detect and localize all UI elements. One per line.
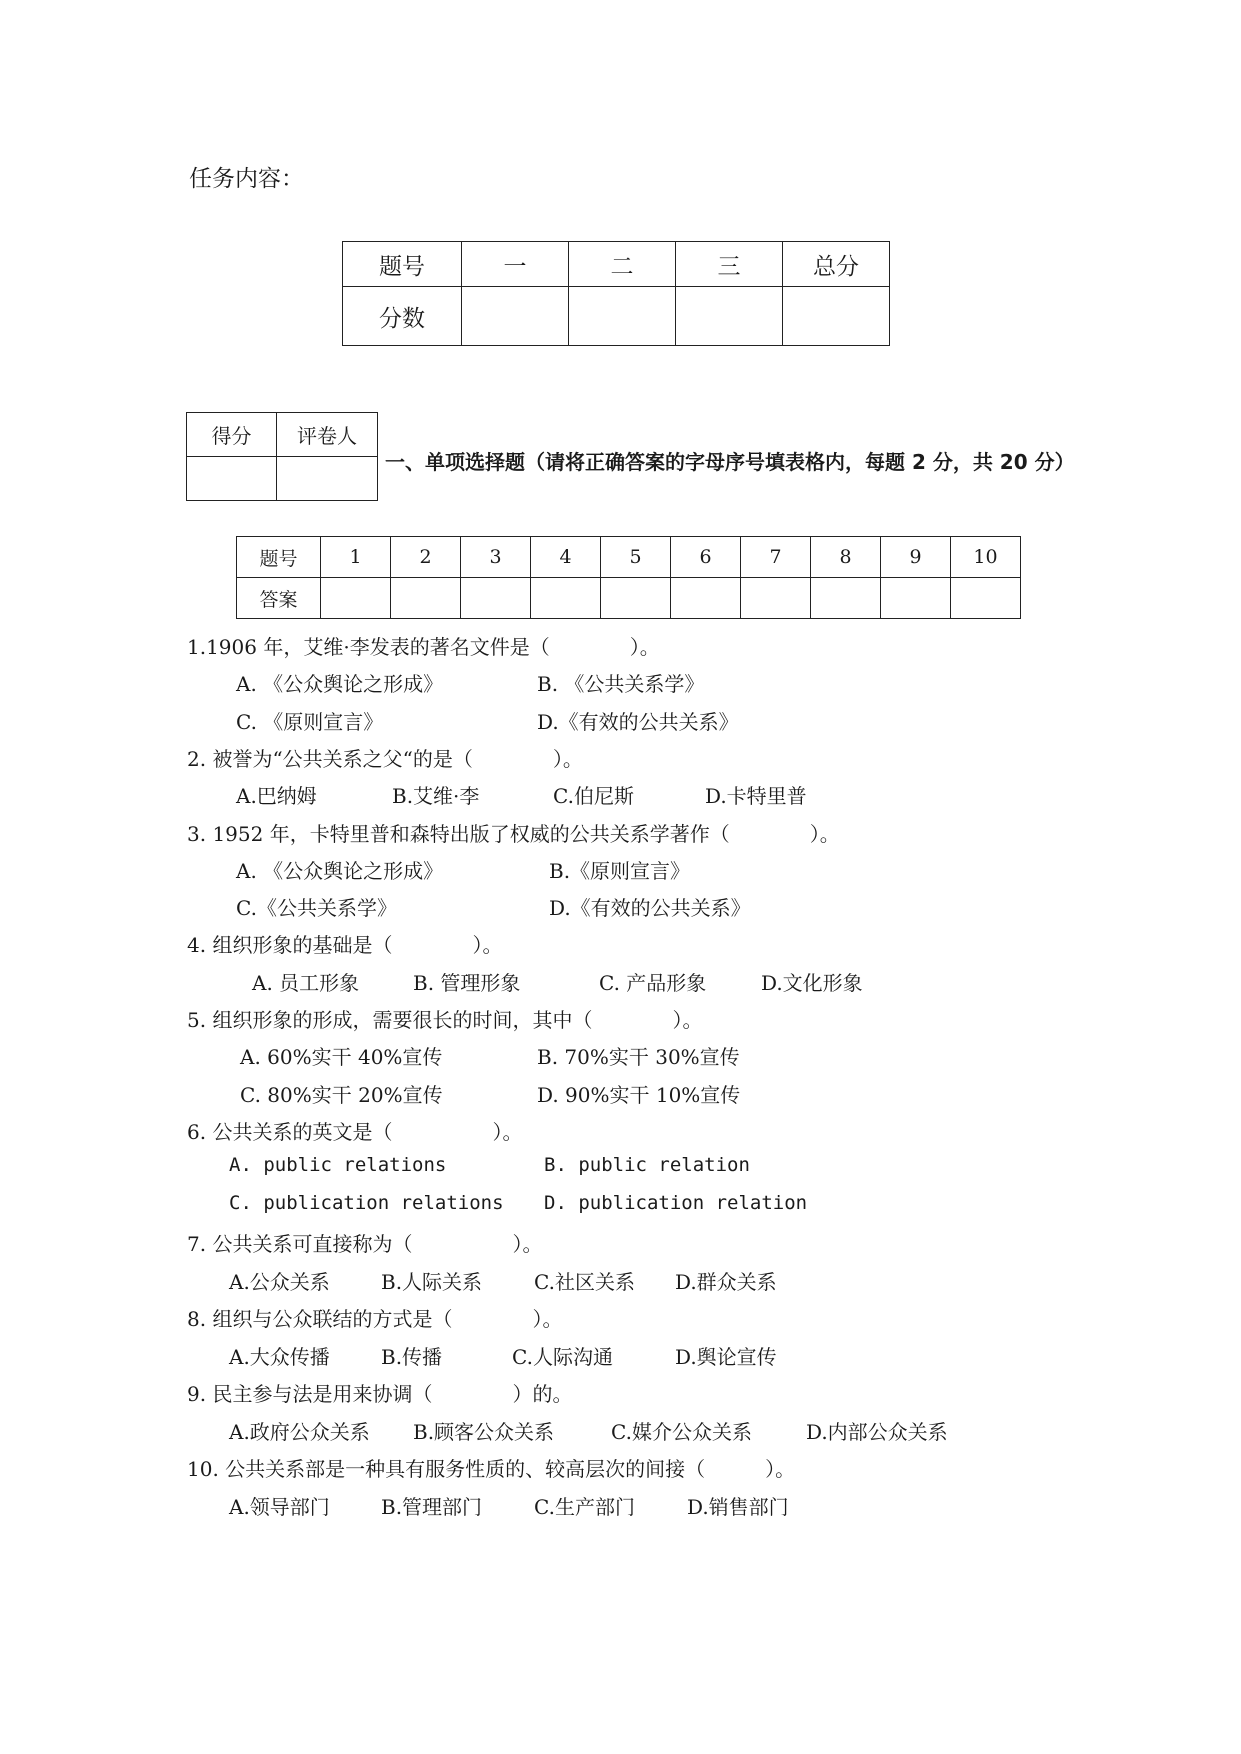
- score-header-part-3: 三: [676, 242, 783, 287]
- question-9-option-b: B.顾客公众关系: [413, 1420, 555, 1444]
- question-2: 2. 被誉为“公共关系之父“的是（ ）。: [187, 747, 583, 771]
- question-5-option-d: D. 90%实干 10%宣传: [537, 1083, 741, 1107]
- question-6-option-d: D. publication relation: [544, 1192, 808, 1214]
- question-7-option-d: D.群众关系: [675, 1270, 777, 1294]
- answer-cell: [531, 578, 601, 619]
- question-5: 5. 组织形象的形成，需要很长的时间，其中（ ）。: [187, 1008, 703, 1032]
- question-6-option-c: C. publication relations: [229, 1192, 504, 1214]
- question-1-option-c: C. 《原则宣言》: [236, 710, 384, 734]
- question-5-option-a: A. 60%实干 40%宣传: [240, 1045, 443, 1069]
- answer-cell: [461, 578, 531, 619]
- question-9: 9. 民主参与法是用来协调（ ）的。: [187, 1382, 573, 1406]
- grader-table: [186, 412, 378, 501]
- question-3-option-a: A. 《公众舆论之形成》: [236, 859, 444, 883]
- grader-score-label: 得分: [187, 413, 277, 457]
- question-1-option-d: D.《有效的公共关系》: [537, 710, 739, 734]
- answer-number: 1: [321, 537, 391, 578]
- score-header-total: 总分: [783, 242, 890, 287]
- question-9-option-a: A.政府公众关系: [229, 1420, 370, 1444]
- question-10-option-a: A.领导部门: [229, 1495, 330, 1519]
- question-8: 8. 组织与公众联结的方式是（ ）。: [187, 1307, 563, 1331]
- grader-name-label: 评卷人: [277, 413, 378, 457]
- question-4-option-c: C. 产品形象: [599, 971, 707, 995]
- question-1-option-b: B. 《公共关系学》: [537, 672, 705, 696]
- question-10-option-b: B.管理部门: [381, 1495, 483, 1519]
- question-8-option-b: B.传播: [381, 1345, 443, 1369]
- score-cell: [783, 287, 890, 346]
- grader-name-cell: [277, 457, 378, 501]
- question-1: 1.1906 年，艾维·李发表的著名文件是（ ）。: [187, 635, 660, 659]
- answer-number: 5: [601, 537, 671, 578]
- question-6: 6. 公共关系的英文是（ ）。: [187, 1120, 523, 1144]
- answer-cell: [951, 578, 1021, 619]
- question-10-option-d: D.销售部门: [687, 1495, 789, 1519]
- question-8-option-c: C.人际沟通: [512, 1345, 613, 1369]
- question-8-option-d: D.舆论宣传: [675, 1345, 777, 1369]
- question-9-option-c: C.媒介公众关系: [611, 1420, 752, 1444]
- question-3: 3. 1952 年，卡特里普和森特出版了权威的公共关系学著作（ ）。: [187, 822, 840, 846]
- answer-number: 8: [811, 537, 881, 578]
- answer-cell: [881, 578, 951, 619]
- score-row-label: 分数: [343, 287, 462, 346]
- question-7-option-c: C.社区关系: [534, 1270, 635, 1294]
- question-3-option-d: D.《有效的公共关系》: [549, 896, 751, 920]
- question-10-option-c: C.生产部门: [534, 1495, 635, 1519]
- answer-cell: [811, 578, 881, 619]
- answer-number: 3: [461, 537, 531, 578]
- question-8-option-a: A.大众传播: [229, 1345, 330, 1369]
- answer-cell: [741, 578, 811, 619]
- answer-number: 2: [391, 537, 461, 578]
- question-4-option-b: B. 管理形象: [413, 971, 521, 995]
- question-3-option-b: B.《原则宣言》: [549, 859, 691, 883]
- answer-number: 7: [741, 537, 811, 578]
- score-cell: [676, 287, 783, 346]
- question-2-option-d: D.卡特里普: [705, 784, 807, 808]
- answer-row-label: 答案: [237, 578, 321, 619]
- question-4-option-d: D.文化形象: [761, 971, 863, 995]
- answer-cell: [321, 578, 391, 619]
- question-7: 7. 公共关系可直接称为（ ）。: [187, 1232, 543, 1256]
- question-7-option-a: A.公众关系: [229, 1270, 330, 1294]
- score-header-label: 题号: [343, 242, 462, 287]
- question-2-option-c: C.伯尼斯: [553, 784, 634, 808]
- answer-number: 4: [531, 537, 601, 578]
- answer-table: [236, 536, 1021, 619]
- answer-number: 6: [671, 537, 741, 578]
- answer-cell: [671, 578, 741, 619]
- score-summary-table: [342, 241, 890, 346]
- question-1-option-a: A. 《公众舆论之形成》: [236, 672, 444, 696]
- question-7-option-b: B.人际关系: [381, 1270, 483, 1294]
- question-5-option-c: C. 80%实干 20%宣传: [240, 1083, 443, 1107]
- grader-score-cell: [187, 457, 277, 501]
- question-9-option-d: D.内部公众关系: [806, 1420, 948, 1444]
- score-cell: [462, 287, 569, 346]
- answer-number: 10: [951, 537, 1021, 578]
- question-2-option-b: B.艾维·李: [392, 784, 480, 808]
- question-2-option-a: A.巴纳姆: [236, 784, 317, 808]
- question-4-option-a: A. 员工形象: [252, 971, 360, 995]
- question-3-option-c: C.《公共关系学》: [236, 896, 397, 920]
- score-cell: [569, 287, 676, 346]
- answer-number: 9: [881, 537, 951, 578]
- question-6-option-b: B. public relation: [544, 1154, 750, 1176]
- answer-cell: [601, 578, 671, 619]
- question-4: 4. 组织形象的基础是（ ）。: [187, 933, 503, 957]
- answer-cell: [391, 578, 461, 619]
- page-heading: 任务内容：: [189, 166, 304, 192]
- section-title: 一、单项选择题（请将正确答案的字母序号填表格内，每题 2 分，共 20 分）: [385, 450, 1075, 474]
- question-6-option-a: A. public relations: [229, 1154, 447, 1176]
- answer-header-label: 题号: [237, 537, 321, 578]
- score-header-part-1: 一: [462, 242, 569, 287]
- score-header-part-2: 二: [569, 242, 676, 287]
- question-10: 10. 公共关系部是一种具有服务性质的、较高层次的间接（ ）。: [187, 1457, 796, 1481]
- question-5-option-b: B. 70%实干 30%宣传: [537, 1045, 740, 1069]
